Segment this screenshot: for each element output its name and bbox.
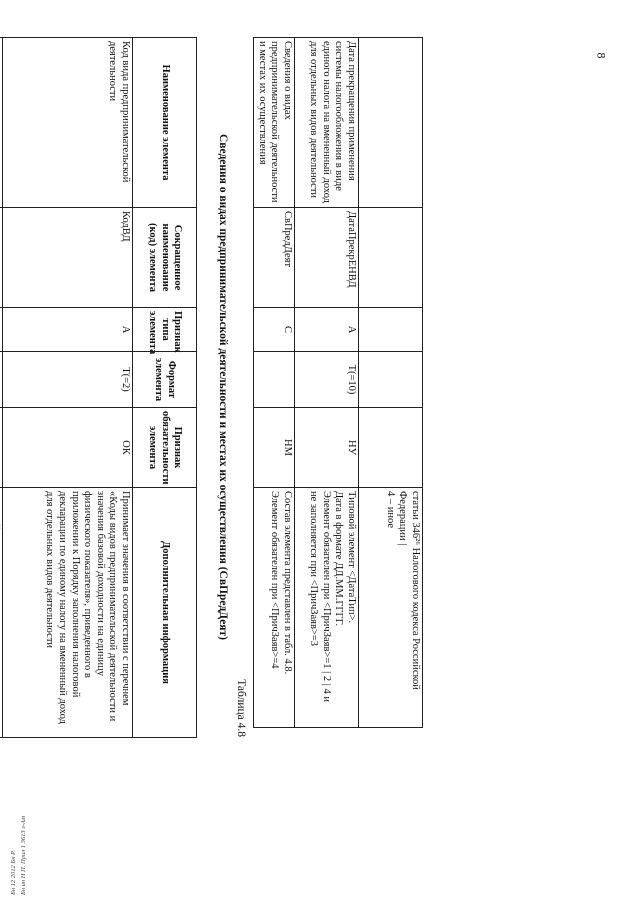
table-row bbox=[359, 38, 423, 728]
header-info: Дополнительная информация bbox=[133, 488, 197, 738]
page-number: 8 bbox=[594, 52, 609, 59]
table-row bbox=[3, 38, 133, 738]
cell-format bbox=[254, 352, 295, 408]
cell-name: Дата прекращения применения системы налогообложения в виде единого налога на вмененный доход для отдельных видов деятельности bbox=[295, 38, 359, 208]
cell-name bbox=[0, 38, 3, 208]
table-title: Сведения о видах предпринимательской деятельности и местах их осуществления (СвПредДеят) bbox=[217, 134, 229, 640]
cell-req: НУ bbox=[295, 408, 359, 488]
header-type: Признак типа элемента bbox=[133, 308, 197, 352]
cell-type: А bbox=[3, 308, 133, 352]
table-row bbox=[295, 38, 359, 728]
table-label: Таблица 4.8 bbox=[235, 679, 247, 737]
table-row bbox=[254, 38, 295, 728]
document-stamp bbox=[4, 809, 44, 899]
cell-req: ОК bbox=[3, 408, 133, 488]
table-header-row bbox=[133, 38, 197, 738]
cell-type bbox=[0, 308, 3, 352]
table-row bbox=[0, 38, 3, 738]
continuation-table bbox=[253, 37, 423, 728]
cell-code: КодВД bbox=[3, 208, 133, 308]
stamp-line-2: Бн ин Н П. Прил 1 3613 з-Ам bbox=[20, 815, 27, 895]
header-format: Формат элемента bbox=[133, 352, 197, 408]
cell-info: Состав элемента представлен в табл. 4.8. Элемент обязателен при <ПричЗаяв>=4 bbox=[254, 488, 295, 728]
cell-format bbox=[359, 352, 423, 408]
rotated-content bbox=[0, 29, 435, 889]
cell-code: СвПредДеят bbox=[254, 208, 295, 308]
cell-info bbox=[0, 488, 3, 738]
cell-info: статьи 346²⁶ Налогового кодекса Российской Федерации | 4 – иное bbox=[359, 488, 423, 728]
cell-type: С bbox=[254, 308, 295, 352]
cell-name bbox=[359, 38, 423, 208]
cell-info: Принимает значения в соответствии с перечнем «Коды видов предпринимательской деятельности и значения базовой доходности на единицу физического показателя», приведенного в приложении к Порядку заполнения налоговой декларации по единому налогу на вмененный доход для отдельных видов деятельности bbox=[3, 488, 133, 738]
cell-code bbox=[0, 208, 3, 308]
cell-req bbox=[359, 408, 423, 488]
header-name: Наименование элемента bbox=[133, 38, 197, 208]
cell-name: Сведения о видах предпринимательской деятельности и местах их осуществления bbox=[254, 38, 295, 208]
cell-req: НМ bbox=[254, 408, 295, 488]
header-req: Признак обязательности элемента bbox=[133, 408, 197, 488]
cell-code: ДатаПрекрЕНВД bbox=[295, 208, 359, 308]
cell-format bbox=[0, 352, 3, 408]
cell-type: А bbox=[295, 308, 359, 352]
stamp-line-1: Бн 12 2012 Бн Р. bbox=[10, 849, 17, 895]
cell-info: Типовой элемент <ДатаТип>. Дата в формате ДД.ММ.ГГГГ. Элемент обязателен при <ПричЗаяв>=1 | 2 | 4 и не заполняется при <ПричЗаяв>=3 bbox=[295, 488, 359, 728]
main-table bbox=[0, 37, 197, 738]
cell-name: Код вида предпринимательской деятельности bbox=[3, 38, 133, 208]
cell-req bbox=[0, 408, 3, 488]
header-code: Сокращенное наименование (код) элемента bbox=[133, 208, 197, 308]
cell-type bbox=[359, 308, 423, 352]
cell-format: T(=2) bbox=[3, 352, 133, 408]
cell-format: T(=10) bbox=[295, 352, 359, 408]
cell-code bbox=[359, 208, 423, 308]
